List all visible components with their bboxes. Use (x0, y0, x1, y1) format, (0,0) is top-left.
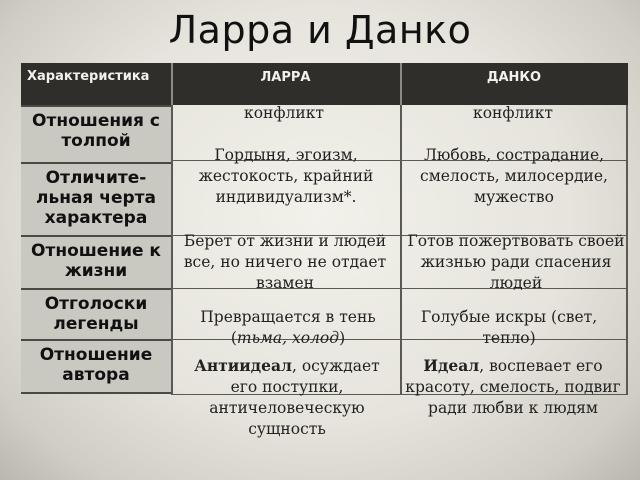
larra-author-bold: Антиидеал (194, 356, 292, 375)
row-label-legend: Отголоски легенды (21, 288, 171, 339)
danko-author-bold: Идеал (423, 356, 480, 375)
cell-danko-life: Готов пожертвовать своей жизнью ради спасения людей (407, 232, 625, 292)
header-divider (400, 63, 402, 105)
header-divider (171, 63, 173, 105)
row-label-author: Отношение автора (21, 339, 171, 394)
larra-legend-main: Превращается в тень (200, 308, 376, 326)
row-label-trait: Отличите-льная черта характера (21, 162, 171, 235)
row-label-life: Отношение к жизни (21, 235, 171, 288)
cell-danko-legend: Голубые искры (свет, тепло) (420, 308, 598, 347)
cell-danko-crowd: конфликт (473, 104, 553, 122)
larra-legend-open: ( (230, 329, 237, 347)
cell-larra-trait: Гордыня, эгоизм, жестокость, крайний индивидуализм*. (198, 146, 374, 206)
header-characteristic: Характеристика (21, 63, 171, 105)
comparison-table (21, 63, 628, 480)
header-danko: ДАНКО (400, 63, 628, 105)
slide-title: Ларра и Данко (168, 8, 472, 52)
cell-larra-life: Берет от жизни и людей все, но ничего не отдает взамен (183, 232, 387, 292)
cell-danko-author (402, 355, 624, 419)
cell-larra-legend (173, 307, 403, 349)
cell-danko-trait: Любовь, сострадание, смелость, милосердие, мужество (420, 146, 608, 206)
row-label-crowd: Отношения с толпой (21, 105, 171, 162)
cell-larra-crowd: конфликт (244, 104, 324, 122)
danko-author-rest: , воспевает его красоту, смелость, подвиг ради любви к людям (405, 357, 621, 417)
larra-legend-close: ) (339, 329, 346, 347)
larra-author-rest: , осуждает его поступки, античеловеческую сущность (209, 357, 380, 438)
larra-legend-italic: тьма, холод (236, 329, 340, 347)
cell-larra-author (182, 355, 392, 440)
header-larra: ЛАРРА (171, 63, 400, 105)
